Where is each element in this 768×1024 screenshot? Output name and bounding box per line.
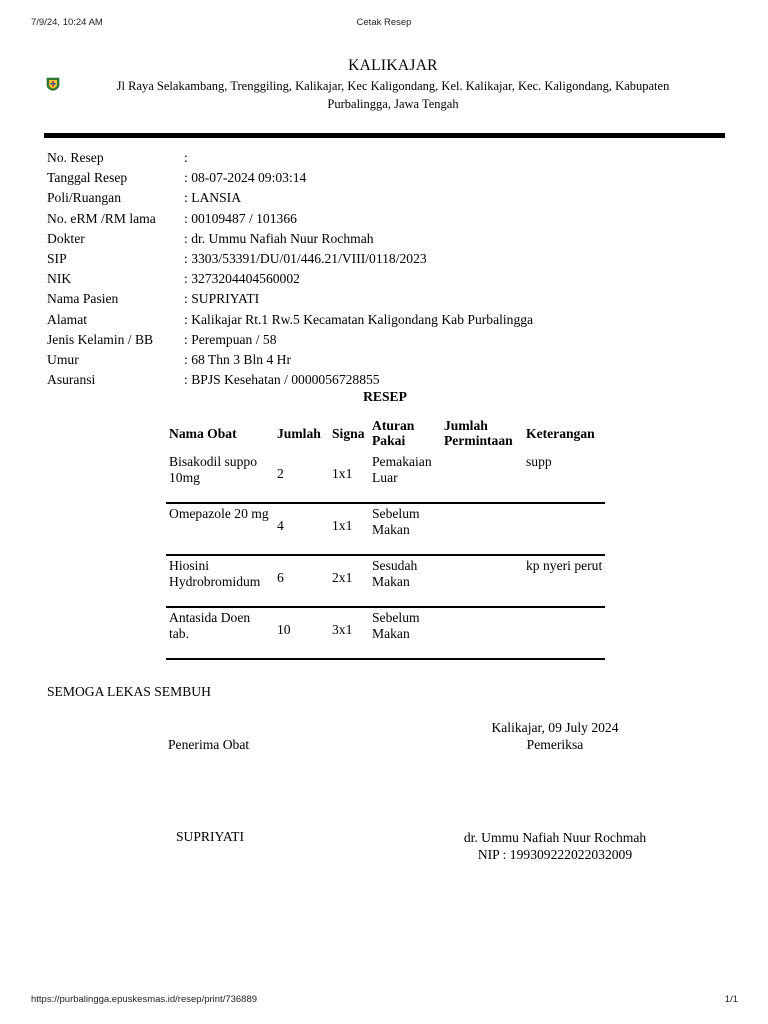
drug-signa: 1x1 [329,454,369,503]
drug-requested [441,454,523,503]
info-label: NIK [47,271,72,287]
drug-quantity: 2 [274,454,329,503]
drug-usage: Pemakaian Luar [369,454,441,503]
info-label: No. eRM /RM lama [47,210,156,226]
drug-quantity: 4 [274,503,329,555]
info-value: : 3273204404560002 [184,269,300,289]
table-row [166,607,605,659]
clinic-name: KALIKAJAR [348,57,438,74]
info-value: : BPJS Kesehatan / 0000056728855 [184,370,380,390]
info-row-sip [47,249,727,269]
info-label: Tanggal Resep [47,170,128,186]
info-value [184,148,188,168]
header-divider [44,133,725,138]
examiner-label: Pemeriksa [526,737,584,752]
drug-name: Bisakodil suppo 10mg [166,454,274,503]
drug-signa: 2x1 [329,555,369,607]
clinic-address [80,77,706,113]
info-value: : Perempuan / 58 [184,330,277,350]
examiner-signature [440,829,670,863]
print-url: https://purbalingga.epuskesmas.id/resep/print/736889 [31,994,258,1005]
info-row-nik [47,269,727,289]
table-row [166,503,605,555]
info-value: : 08-07-2024 09:03:14 [184,168,306,188]
drug-signa: 3x1 [329,607,369,659]
receiver-name: SUPRIYATI [176,829,244,844]
drug-notes: supp [523,454,605,503]
info-label: Dokter [47,230,85,246]
clinic-address-line2: Purbalingga, Jawa Tengah [327,97,459,111]
drug-requested [441,607,523,659]
examiner-name: dr. Ummu Nafiah Nuur Rochmah [463,830,647,845]
column-header: Jumlah Permintaan [444,418,513,448]
info-label: Jenis Kelamin / BB [47,331,154,347]
info-value: : 00109487 / 101366 [184,209,297,229]
info-label: No. Resep [47,150,104,165]
column-header: Nama Obat [169,425,237,441]
print-datetime: 7/9/24, 10:24 AM [31,17,103,28]
info-label: SIP [47,250,67,266]
receiver-label: Penerima Obat [168,737,250,752]
info-label: Asuransi [47,372,96,388]
column-header: Aturan Pakai [372,418,415,448]
drug-notes [523,503,605,555]
table-row [166,555,605,607]
print-title: Cetak Resep [356,17,412,28]
drug-quantity: 6 [274,555,329,607]
page-number: 1/1 [724,994,738,1005]
drug-name: Antasida Doen tab. [166,607,274,659]
drug-usage: Sesudah Makan [369,555,441,607]
resep-title: RESEP [363,389,407,404]
info-label: Umur [47,351,79,367]
regency-emblem-icon [46,77,60,91]
prescription-info [47,148,727,390]
info-value: : 68 Thn 3 Bln 4 Hr [184,350,291,370]
column-header: Keterangan [526,425,595,441]
drug-signa: 1x1 [329,503,369,555]
table-header-row [166,412,605,454]
clinic-address-line1: Jl Raya Selakambang, Trenggiling, Kalikajar, Kec Kaligondang, Kel. Kalikajar, Kec. Kaligondang, Kabupaten [116,79,670,93]
info-value: : SUPRIYATI [184,289,259,309]
drug-notes: kp nyeri perut [523,555,605,607]
drug-name: Omepazole 20 mg [166,503,274,555]
info-row-no-resep [47,148,727,168]
info-row-dokter [47,229,727,249]
info-row-jenis-kelamin [47,330,727,350]
info-label: Alamat [47,311,88,327]
drug-requested [441,503,523,555]
print-footer [0,994,768,1008]
drug-usage: Sebelum Makan [369,503,441,555]
info-row-umur [47,350,727,370]
prescription-table [166,412,605,660]
examiner-nip: NIP : 199309222022032009 [477,847,633,862]
info-label: Nama Pasien [47,291,119,307]
info-label: Poli/Ruangan [47,190,122,206]
info-value: : dr. Ummu Nafiah Nuur Rochmah [184,229,374,249]
info-value: : Kalikajar Rt.1 Rw.5 Kecamatan Kaligondang Kab Purbalingga [184,310,533,330]
drug-notes [523,607,605,659]
info-value: : LANSIA [184,188,241,208]
info-value: : 3303/53391/DU/01/446.21/VIII/0118/2023 [184,249,427,269]
info-row-erm [47,209,727,229]
examiner-block [445,719,665,753]
drug-name: Hiosini Hydrobromidum [166,555,274,607]
info-row-tanggal [47,168,727,188]
print-header [0,17,768,31]
info-row-nama-pasien [47,289,727,309]
drug-usage: Sebelum Makan [369,607,441,659]
drug-requested [441,555,523,607]
place-date: Kalikajar, 09 July 2024 [491,720,619,735]
column-header: Jumlah [277,425,321,441]
info-row-asuransi [47,370,727,390]
table-row [166,454,605,503]
column-header: Signa [332,425,365,441]
drug-quantity: 10 [274,607,329,659]
closing-message: SEMOGA LEKAS SEMBUH [47,684,211,699]
info-row-poli [47,188,727,208]
info-row-alamat [47,310,727,330]
